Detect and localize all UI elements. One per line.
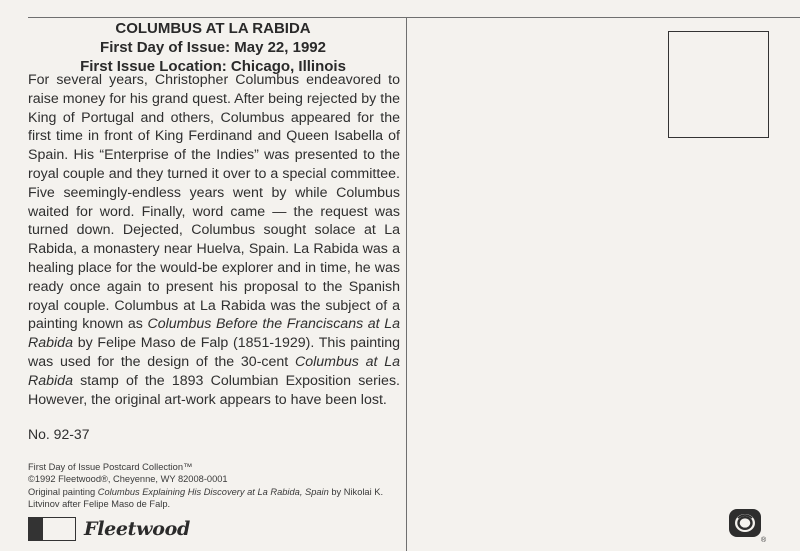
collection-line: First Day of Issue Postcard Collection™ [28, 462, 193, 472]
center-divider [406, 17, 407, 551]
registered-mark: ® [761, 537, 767, 544]
first-day-of-issue: First Day of Issue: May 22, 1992 [100, 39, 326, 56]
brand-wordmark: Fleetwood [84, 518, 190, 540]
copyright-line: ©1992 Fleetwood®, Cheyenne, WY 82008-0001 [28, 474, 228, 485]
fleetwood-logo [28, 517, 190, 541]
catalog-number: No. 92-37 [28, 426, 90, 442]
credits [28, 461, 403, 511]
stamp-title: Columbus at La Rabida [28, 353, 400, 389]
top-rule [28, 17, 800, 18]
painting-title: Columbus Before the Franciscans at La Rabida [28, 316, 400, 352]
card-title: COLUMBUS AT LA RABIDA [115, 20, 311, 37]
stamp-placement-box [668, 31, 769, 138]
header [28, 19, 398, 76]
description-text-3: stamp of the 1893 Columbian Exposition series. However, the original art-work appears to have been lost. [28, 372, 400, 408]
painting-credit-title: Columbus Explaining His Discovery at La Rabida, Spain [97, 486, 329, 497]
painting-credit [28, 486, 403, 511]
postal-emblem-icon [728, 508, 762, 538]
description-text-2: by Felipe Maso de Falp (1851-1929). This painting was used for the design of the 30-cent [28, 335, 400, 370]
painting-credit-suffix: by Nikolai K. Litvinov after Felipe Maso de Falp. [28, 486, 384, 510]
logo-mark-icon [28, 517, 76, 541]
description-paragraph [28, 71, 400, 409]
description-text-1: For several years, Christopher Columbus endeavored to raise money for his grand quest. After being rejected by the King of Portugal and others, Columbus appeared for the first time in front of King Ferdinand and Queen Isabella of Spain. His “Enterprise of the Indies” was presented to the royal couple and they turned it over to a special committee. Five seemingly-endless years went by while Columbus waited for word. Finally, word came — the request was turned down. Dejected, Columbus sought solace at La Rabida, a monastery near Huelva, Spain. La Rabida was a healing place for the would-be explorer and in time, he was ready once again to present his proposal to the Spanish royal couple. Columbus at La Rabida was the subject of a painting known as [28, 72, 400, 333]
description [28, 71, 400, 409]
first-issue-location: First Issue Location: Chicago, Illinois [80, 58, 346, 75]
painting-credit-prefix: Original painting [28, 486, 98, 497]
